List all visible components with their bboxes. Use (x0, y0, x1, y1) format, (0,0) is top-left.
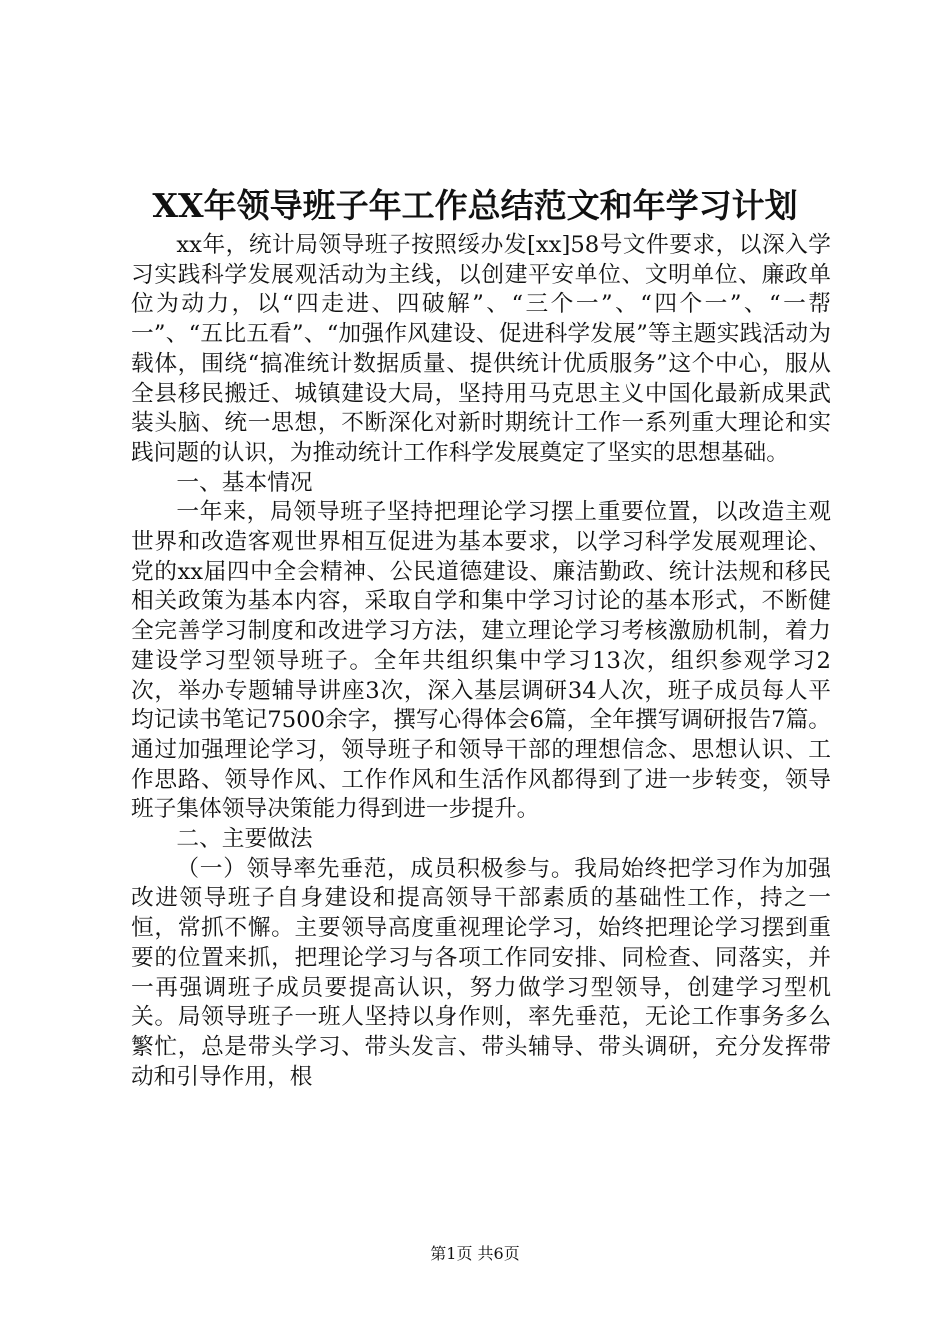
document-body (131, 231, 831, 1092)
body-paragraph: xx年，统计局领导班子按照绥办发[xx]58号文件要求，以深入学习实践科学发展观活动为主线，以创建平安单位、文明单位、廉政单位为动力，以“四走进、四破解”、“三个一”、“四个一”、“一帮一”、“五比五看”、“加强作风建设、促进科学发展”等主题实践活动为载体，围绕“搞准统计数据质量、提供统计优质服务”这个中心，服从全县移民搬迁、城镇建设大局，坚持用马克思主义中国化最新成果武装头脑、统一思想，不断深化对新时期统计工作一系列重大理论和实践问题的认识，为推动统计工作科学发展奠定了坚实的思想基础。 (131, 232, 831, 466)
body-paragraph: （一）领导率先垂范，成员积极参与。我局始终把学习作为加强改进领导班子自身建设和提高领导干部素质的基础性工作，持之一恒，常抓不懈。主要领导高度重视理论学习，始终把理论学习摆到重要的位置来抓，把理论学习与各项工作同安排、同检查、同落实，并一再强调班子成员要提高认识，努力做学习型领导，创建学习型机关。局领导班子一班人坚持以身作则，率先垂范，无论工作事务多么繁忙，总是带头学习、带头发言、带头辅导、带头调研，充分发挥带动和引导作用，根 (131, 855, 831, 1090)
body-paragraph: 一年来，局领导班子坚持把理论学习摆上重要位置，以改造主观世界和改造客观世界相互促进为基本要求，以学习科学发展观理论、党的xx届四中全会精神、公民道德建设、廉洁勤政、统计法规和移民相关政策为基本内容，采取自学和集中学习讨论的基本形式，不断健全完善学习制度和改进学习方法，建立理论学习考核激励机制，着力建设学习型领导班子。全年共组织集中学习13次，组织参观学习2次，举办专题辅导讲座3次，深入基层调研34人次，班子成员每人平均记读书笔记7500余字，撰写心得体会6篇，全年撰写调研报告7篇。通过加强理论学习，领导班子和领导干部的理想信念、思想认识、工作思路、领导作风、工作作风和生活作风都得到了进一步转变，领导班子集体领导决策能力得到进一步提升。 (131, 499, 831, 823)
document-title: XX年领导班子年工作总结范文和年学习计划 (152, 186, 798, 225)
page-number-footer: 第1页 共6页 (430, 1244, 520, 1263)
section-heading: 二、主要做法 (176, 826, 313, 853)
section-heading: 一、基本情况 (176, 469, 313, 496)
